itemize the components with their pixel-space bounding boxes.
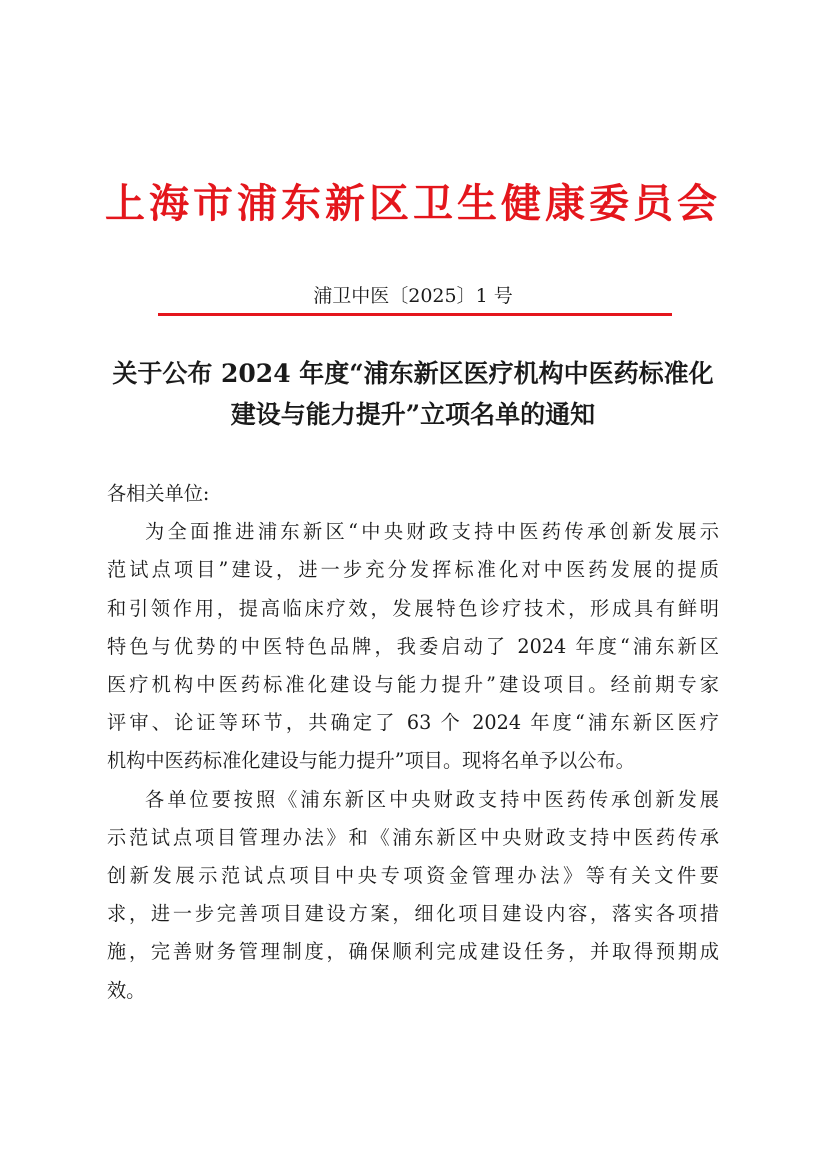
paragraph-line: 机构中医药标准化建设与能力提升”项目。现将名单予以公布。 bbox=[107, 749, 635, 773]
paragraph-line: 范试点项目”建设，进一步充分发挥标准化对中医药发展的提质 bbox=[107, 558, 719, 582]
paragraph-line: 和引领作用，提高临床疗效，发展特色诊疗技术，形成具有鲜明 bbox=[107, 596, 719, 620]
paragraph-line: 医疗机构中医药标准化建设与能力提升”建设项目。经前期专家 bbox=[107, 673, 719, 697]
document-body bbox=[107, 475, 719, 1010]
paragraph-1 bbox=[107, 513, 719, 780]
document-number: 浦卫中医〔2025〕1 号 bbox=[313, 285, 513, 307]
paragraph-2 bbox=[107, 781, 719, 1010]
paragraph-line: 求，进一步完善项目建设方案，细化项目建设内容，落实各项措 bbox=[107, 902, 719, 926]
paragraph-line: 各单位要按照《浦东新区中央财政支持中医药传承创新发展 bbox=[145, 787, 719, 811]
title-line-2: 建设与能力提升”立项名单的通知 bbox=[230, 400, 596, 429]
title-line-1: 关于公布 2024 年度“浦东新区医疗机构中医药标准化 bbox=[112, 359, 714, 388]
paragraph-line: 创新发展示范试点项目中央专项资金管理办法》等有关文件要 bbox=[107, 864, 719, 888]
paragraph-line: 施，完善财务管理制度，确保顺利完成建设任务，并取得预期成 bbox=[107, 940, 719, 964]
issuing-organization: 上海市浦东新区卫生健康委员会 bbox=[105, 180, 721, 227]
document-title bbox=[100, 353, 726, 435]
paragraph-line: 特色与优势的中医特色品牌，我委启动了 2024 年度“浦东新区 bbox=[107, 634, 719, 658]
paragraph-line: 示范试点项目管理办法》和《浦东新区中央财政支持中医药传承 bbox=[107, 825, 719, 849]
salutation: 各相关单位: bbox=[107, 482, 210, 505]
paragraph-line: 效。 bbox=[107, 978, 146, 1002]
red-separator-line bbox=[158, 313, 672, 316]
paragraph-line: 为全面推进浦东新区“中央财政支持中医药传承创新发展示 bbox=[145, 520, 719, 544]
paragraph-line: 评审、论证等环节，共确定了 63 个 2024 年度“浦东新区医疗 bbox=[107, 711, 719, 735]
